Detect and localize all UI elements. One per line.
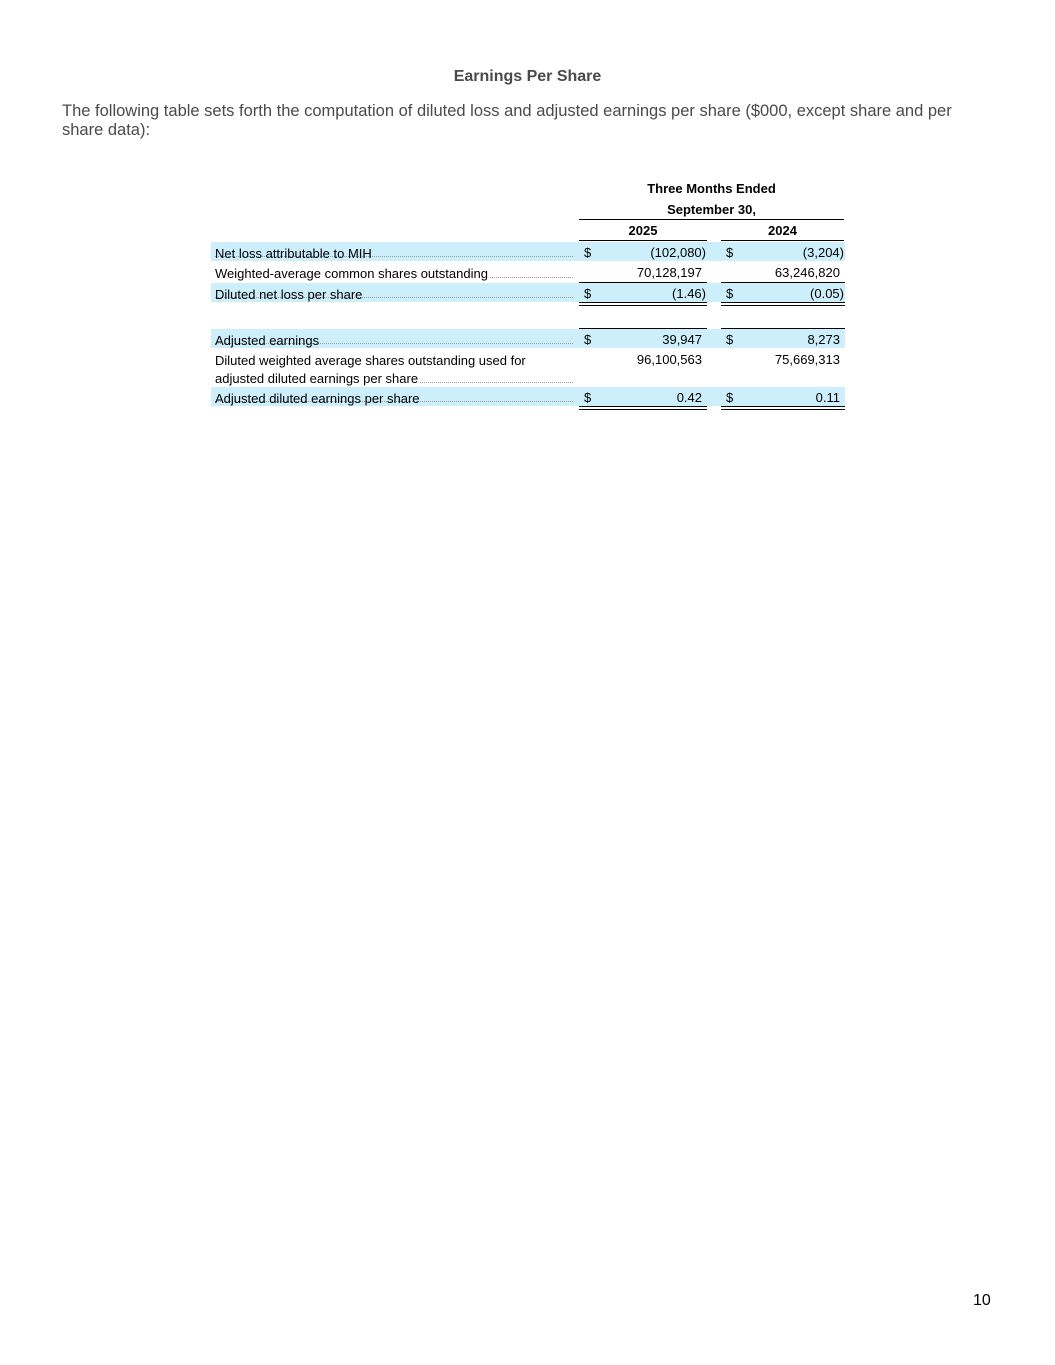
value-2024: (3,204) (802, 245, 844, 260)
value-2025: 39,947 (662, 332, 702, 347)
value-cell-2025 (579, 283, 707, 302)
intro-paragraph: The following table sets forth the computation of diluted loss and adjusted earnings per share ($000, except share and per share data): (62, 102, 952, 139)
table-row-adjusted-diluted-eps (211, 387, 845, 406)
double-underline (721, 406, 845, 410)
sum-rule (579, 282, 707, 283)
row-label: Adjusted earnings (215, 333, 320, 348)
value-2024: (0.05) (810, 286, 844, 301)
value-2024: 75,669,313 (774, 352, 840, 367)
value-2025: (1.46) (672, 286, 706, 301)
value-cell-2025 (579, 387, 707, 406)
dollar-sign: $ (726, 390, 734, 405)
value-cell-2024 (721, 262, 845, 282)
row-label-line1: Diluted weighted average shares outstanding used for (215, 353, 526, 368)
value-cell-2025 (579, 349, 707, 387)
row-label-cell (211, 329, 575, 348)
section-heading: Earnings Per Share (453, 68, 602, 85)
column-group-header-line1: Three Months Ended (647, 181, 776, 196)
value-cell-2025 (579, 242, 707, 261)
value-2025: 70,128,197 (636, 265, 702, 280)
table-row-weighted-average (211, 262, 845, 282)
page-number: 10 (973, 1292, 991, 1309)
dollar-sign: $ (726, 332, 734, 347)
row-label: Diluted net loss per share (215, 287, 363, 302)
row-label: Net loss attributable to MIH (215, 246, 372, 261)
row-label-cell (211, 349, 575, 387)
value-cell-2024 (721, 349, 845, 387)
double-underline (721, 302, 845, 306)
value-2025: (102,080) (650, 245, 706, 260)
column-header-2024: 2024 (768, 223, 797, 238)
dollar-sign: $ (584, 286, 592, 301)
dollar-sign: $ (584, 332, 592, 347)
column-header-2025: 2025 (628, 223, 658, 238)
row-label-line2: adjusted diluted earnings per share (215, 371, 419, 386)
value-cell-2024 (721, 242, 845, 261)
value-cell-2025 (579, 262, 707, 282)
value-2024: 63,246,820 (774, 265, 840, 280)
double-underline (579, 406, 707, 410)
value-cell-2025 (579, 329, 707, 348)
row-label-cell (211, 242, 575, 261)
value-cell-2024 (721, 387, 845, 406)
table-row-adjusted-earnings (211, 329, 845, 348)
table-row-net-loss (211, 242, 845, 261)
dollar-sign: $ (726, 286, 734, 301)
year-rule-2025 (579, 240, 707, 241)
top-rule (579, 328, 707, 329)
row-label: Adjusted diluted earnings per share (215, 391, 420, 406)
value-cell-2024 (721, 329, 845, 348)
dollar-sign: $ (726, 245, 734, 260)
row-label-cell (211, 262, 575, 282)
sum-rule (721, 282, 845, 283)
header-rule (579, 219, 844, 220)
year-rule-2024 (721, 240, 844, 241)
row-label: Weighted-average common shares outstanding (215, 266, 488, 281)
top-rule (721, 328, 845, 329)
column-group-header-line2: September 30, (667, 202, 756, 217)
dollar-sign: $ (584, 390, 592, 405)
dollar-sign: $ (584, 245, 592, 260)
value-cell-2024 (721, 283, 845, 302)
table-row-diluted-net-loss (211, 283, 845, 302)
value-2025: 96,100,563 (636, 352, 702, 367)
table-row-diluted-weighted-average (211, 349, 845, 387)
double-underline (579, 302, 707, 306)
value-2024: 8,273 (807, 332, 840, 347)
row-label-cell (211, 283, 575, 302)
row-label-cell (211, 387, 575, 406)
value-2024: 0.11 (815, 390, 840, 405)
value-2025: 0.42 (676, 390, 702, 405)
